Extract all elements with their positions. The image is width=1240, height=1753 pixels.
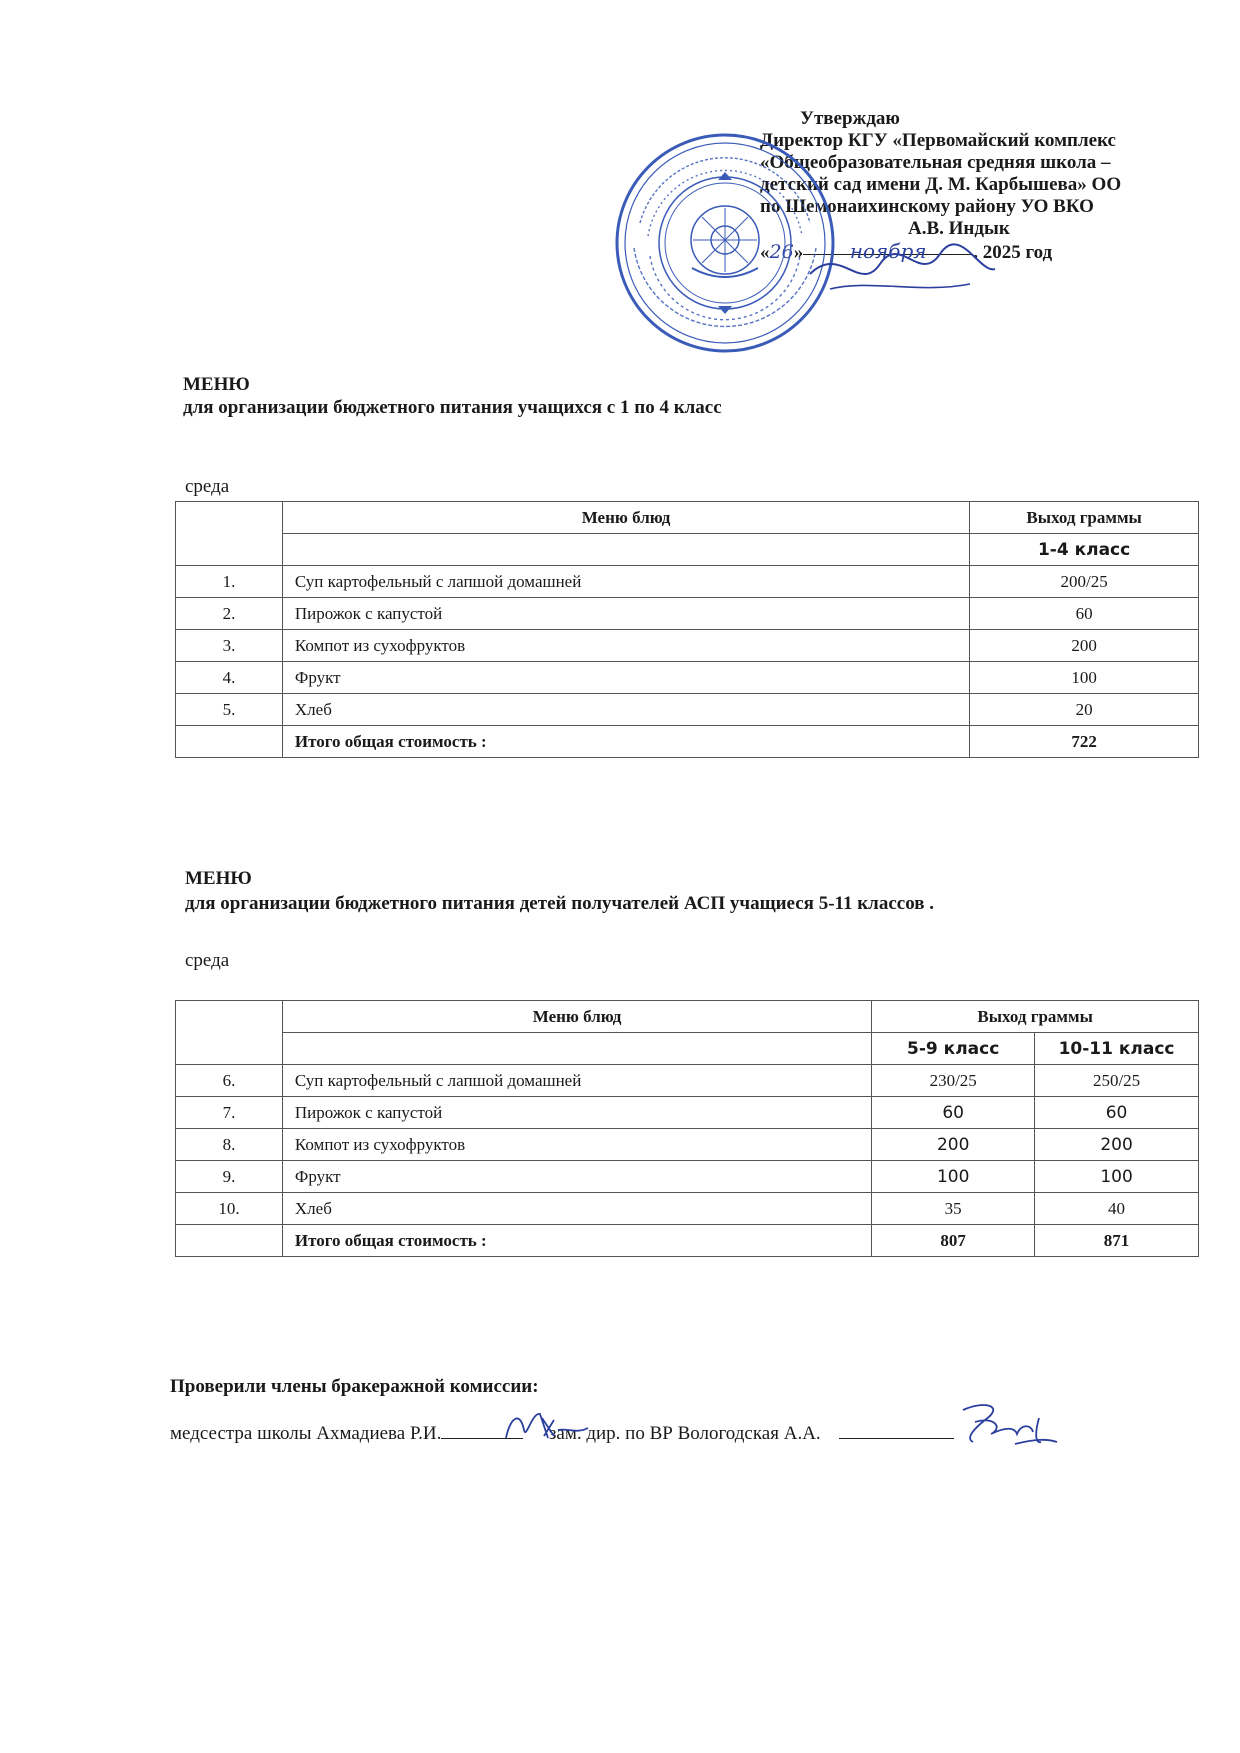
commission-title: Проверили члены бракеражной комиссии: bbox=[170, 1376, 539, 1397]
header-class-10-11: 10-11 класс bbox=[1035, 1033, 1199, 1065]
dish-yield-5-9: 230/25 bbox=[872, 1065, 1035, 1097]
row-number: 9. bbox=[176, 1161, 283, 1193]
total-empty-cell bbox=[176, 726, 283, 758]
table-header-row bbox=[176, 1001, 1199, 1033]
nurse-name: медсестра школы Ахмадиева Р.И. bbox=[170, 1423, 442, 1444]
dish-yield-10-11: 100 bbox=[1035, 1161, 1199, 1193]
dish-yield-10-11: 250/25 bbox=[1035, 1065, 1199, 1097]
table-header-row bbox=[176, 502, 1199, 534]
nurse-signature bbox=[498, 1400, 593, 1450]
approval-line-4: по Шемонаихинскому району УО ВКО bbox=[760, 196, 1094, 217]
table-total-row bbox=[176, 1225, 1199, 1257]
row-number: 5. bbox=[176, 694, 283, 726]
total-value: 722 bbox=[970, 726, 1199, 758]
dish-yield-5-9: 100 bbox=[872, 1161, 1035, 1193]
section2-day: среда bbox=[185, 950, 230, 971]
approval-date-day: 26 bbox=[769, 241, 794, 263]
approval-date-month: ноября bbox=[803, 240, 973, 255]
section2-title: МЕНЮ bbox=[185, 868, 252, 889]
director-signature bbox=[800, 234, 1000, 304]
table-row bbox=[176, 598, 1199, 630]
dish-yield: 60 bbox=[970, 598, 1199, 630]
dish-name: Хлеб bbox=[282, 1193, 871, 1225]
row-number: 10. bbox=[176, 1193, 283, 1225]
row-number: 2. bbox=[176, 598, 283, 630]
header-dishes: Меню блюд bbox=[282, 502, 969, 534]
dish-yield: 20 bbox=[970, 694, 1199, 726]
header-class-1-4: 1-4 класс bbox=[970, 534, 1199, 566]
approval-director-name: А.В. Индык bbox=[908, 218, 1010, 239]
section1-title: МЕНЮ bbox=[183, 374, 250, 395]
total-empty-cell bbox=[176, 1225, 283, 1257]
dish-name: Пирожок с капустой bbox=[282, 598, 969, 630]
dish-yield-5-9: 200 bbox=[872, 1129, 1035, 1161]
table-row bbox=[176, 1097, 1199, 1129]
approval-line-1: Директор КГУ «Первомайский комплекс bbox=[760, 130, 1116, 151]
dish-name: Суп картофельный с лапшой домашней bbox=[282, 1065, 871, 1097]
dish-name: Хлеб bbox=[282, 694, 969, 726]
approval-line-3: детский сад имени Д. М. Карбышева» ОО bbox=[760, 174, 1122, 195]
table-row bbox=[176, 1161, 1199, 1193]
section2-subtitle: для организации бюджетного питания детей получателей АСП учащиеся 5-11 классов . bbox=[185, 893, 934, 914]
dish-name: Пирожок с капустой bbox=[282, 1097, 871, 1129]
header-dishes-blank bbox=[282, 534, 969, 566]
dish-yield-10-11: 40 bbox=[1035, 1193, 1199, 1225]
header-class-5-9: 5-9 класс bbox=[872, 1033, 1035, 1065]
dish-yield-10-11: 60 bbox=[1035, 1097, 1199, 1129]
row-number: 4. bbox=[176, 662, 283, 694]
deputy-signature-line bbox=[839, 1422, 954, 1439]
table-total-row bbox=[176, 726, 1199, 758]
dish-yield-5-9: 60 bbox=[872, 1097, 1035, 1129]
dish-yield: 200 bbox=[970, 630, 1199, 662]
dish-yield: 200/25 bbox=[970, 566, 1199, 598]
header-empty-cell bbox=[176, 502, 283, 566]
total-label: Итого общая стоимость : bbox=[282, 726, 969, 758]
dish-name: Фрукт bbox=[282, 662, 969, 694]
approval-date-year: . 2025 год bbox=[973, 242, 1053, 263]
table-row bbox=[176, 1065, 1199, 1097]
dish-name: Компот из сухофруктов bbox=[282, 1129, 871, 1161]
row-number: 3. bbox=[176, 630, 283, 662]
section1-day: среда bbox=[185, 476, 230, 497]
row-number: 1. bbox=[176, 566, 283, 598]
header-yield: Выход граммы bbox=[970, 502, 1199, 534]
deputy-name: зам. дир. по ВР Вологодская А.А. bbox=[548, 1423, 821, 1444]
table-row bbox=[176, 566, 1199, 598]
row-number: 7. bbox=[176, 1097, 283, 1129]
approval-line-2: «Общеобразовательная средняя школа – bbox=[760, 152, 1111, 173]
total-label: Итого общая стоимость : bbox=[282, 1225, 871, 1257]
table-row bbox=[176, 1129, 1199, 1161]
table-subheader-row bbox=[176, 1033, 1199, 1065]
dish-yield-5-9: 35 bbox=[872, 1193, 1035, 1225]
table-row bbox=[176, 1193, 1199, 1225]
header-dishes-blank bbox=[282, 1033, 871, 1065]
total-value-10-11: 871 bbox=[1035, 1225, 1199, 1257]
table-row bbox=[176, 662, 1199, 694]
table-row bbox=[176, 630, 1199, 662]
dish-yield-10-11: 200 bbox=[1035, 1129, 1199, 1161]
table-subheader-row bbox=[176, 534, 1199, 566]
dish-name: Компот из сухофруктов bbox=[282, 630, 969, 662]
header-dishes: Меню блюд bbox=[282, 1001, 871, 1033]
row-number: 8. bbox=[176, 1129, 283, 1161]
table-row bbox=[176, 694, 1199, 726]
section1-subtitle: для организации бюджетного питания учащихся с 1 по 4 класс bbox=[183, 397, 722, 418]
approval-date: «26» ноября . 2025 год bbox=[760, 239, 1053, 263]
dish-name: Фрукт bbox=[282, 1161, 871, 1193]
header-yield: Выход граммы bbox=[872, 1001, 1199, 1033]
header-empty-cell bbox=[176, 1001, 283, 1065]
row-number: 6. bbox=[176, 1065, 283, 1097]
dish-name: Суп картофельный с лапшой домашней bbox=[282, 566, 969, 598]
menu-table-grades-1-4 bbox=[175, 501, 1199, 758]
deputy-signature bbox=[945, 1398, 1060, 1453]
approval-heading: Утверждаю bbox=[800, 108, 900, 129]
menu-table-grades-5-11 bbox=[175, 1000, 1199, 1257]
total-value-5-9: 807 bbox=[872, 1225, 1035, 1257]
dish-yield: 100 bbox=[970, 662, 1199, 694]
